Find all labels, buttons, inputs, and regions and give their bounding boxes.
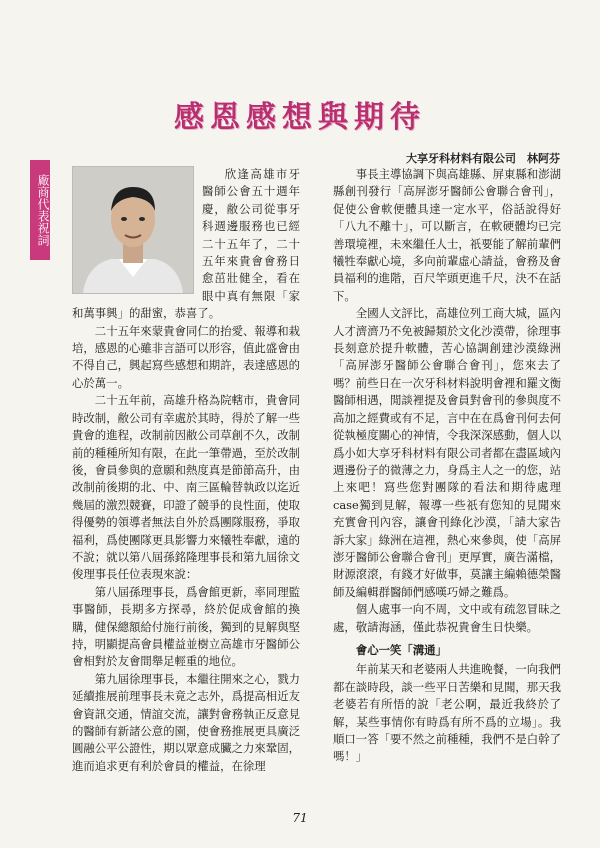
paragraph-1: 欣逢高雄市牙醫師公會五十週年慶，敝公司從事牙科週邊服務也已經二十五年了，二十五年來貴會會務日愈茁壯健全，看在眼中真有無限「家和萬事興」的甜蜜，恭喜了。 [72,167,300,321]
paragraph-9: 年前某天和老婆兩人共進晚餐，一向我們都在談時段，談一些平日苦樂和見聞，那天我老婆若有所悟的說「老公啊，最近我終於了解，某些事情你有時爲有所不爲的立場」。我順口一答「要不然之前種種，我們不是白幹了嗎！」 [333,662,561,764]
article-title: 感恩感想與期待 [174,100,426,135]
paragraph-7: 全國人文評比，高雄位列工商大城，區內人才濟濟乃不免被歸類於文化沙漠帶，徐理事長刻意於提升軟體，苦心協調創建沙漠綠洲「高屏澎牙醫師公會聯合會刊」，您來去了嗎？前些日在一次牙科材料說明會裡和羅文衡醫師相遇，閒談裡提及會員對會刊的參與度不高加之經費或有不足，言中在在爲會刊何去何從執極度關心的神情，令我深深感動，個人以爲小如大享牙科材料有限公司者都在盡區域內週邊份子的微薄之力，身爲主人之一的您，站上來吧！寫些您對團隊的看法和期待處理case獨到見解，報導一些祇有您知的見聞來充實會刊內容，讓會刊綠化沙漠，「請大家告訴大家」綠洲在這裡，熱心來參與，使「高屏澎牙醫師公會聯合會刊」更厚實，廣告滿檔，財源滾滾，有錢才好做事，莫讓主編賴德榮醫師及編輯群醫師們感嘆巧婦之難爲。 [333,306,561,599]
right-column [333,166,561,766]
paragraph-8: 個人處事一向不周，文中或有疏忽冒昧之處，敬請海涵，僅此恭祝貴會生日快樂。 [333,602,561,634]
paragraph-2: 二十五年來蒙貴會同仁的抬愛、報導和栽培，感恩的心雖非言語可以形容，值此盛會由不得自己，興起寫些感想和期許，表達感恩的心於萬一。 [72,323,300,390]
left-column [72,166,300,775]
paragraph-5: 第九屆徐理事長，本繼往開來之心，戮力延續推展前理事長未竟之志外，爲提高相近友會資訊交通，情誼交流，讓對會務執正反意見的醫師有新諸公意的園，使會務推展更具廣泛圓融公平公證性，期以眾意成臟之力來鞏固，進而追求更有利於會員的權益，在徐理 [72,671,300,773]
section-tab: 廠商代表祝詞 [30,160,50,260]
author-line: 大享牙科材料有限公司 林阿芬 [406,152,560,165]
paragraph-4: 第八屆孫理事長，爲會館更新，率同理監事醫師，長期多方探尋，終於促成會館的換購，健保總額給付施行前後，獨到的見解與堅持，明顯提高會員權益並樹立高雄市牙醫師公會相對於友會間舉足輕重的地位。 [72,584,300,669]
page-number: 71 [292,811,308,825]
author-photo [72,166,194,294]
subheading: 會心一笑「溝通」 [355,642,447,657]
paragraph-3: 二十五年前，高雄升格為院轄市，貴會同時改制，敝公司有幸處於其時，得於了解一些貴會的進程，改制前因敝公司草創不久，改制前的種種所知有限，在此一筆帶過，至於改制後，會員參與的意願和熱度真是節節高升，由改制前後期的北、中、南三區輪替執政以迄近幾屆的激烈競賽，印證了競爭的良性面，使取得優勢的領導者無法自外於爲團隊服務，爭取福利，爲使團隊更具影響力來犧牲奉獻，遠的不說；就以第八屆孫銘隆理事長和第九屆徐文俊理事長任位表現來說： [72,393,300,582]
paragraph-6: 事長主導協調下與高雄縣、屏東縣和澎湖縣創刊發行「高屏澎牙醫師公會聯合會刊」，促使公會軟便體具達一定水平，俗話說得好「八九不離十」，可以斷言，在軟硬體均已完善環境裡，未來繼任人士，祇要能了解前輩們犧牲奉獻心境，多向前輩虛心請益，會務及會員福利的進階，百尺竿頭更進千尺，決不在話下。 [333,167,561,303]
